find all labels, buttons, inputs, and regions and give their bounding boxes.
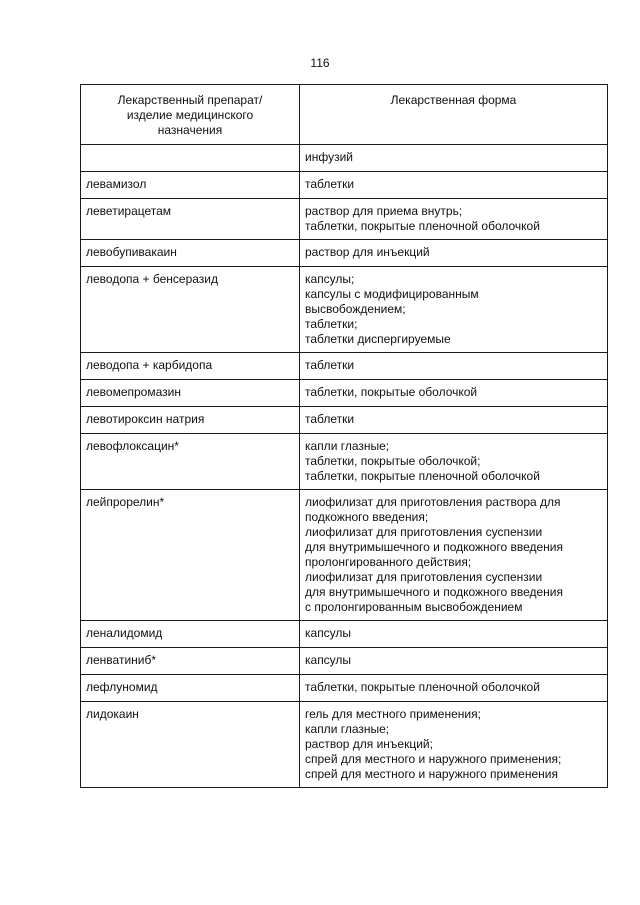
drug-name-cell: лефлуномид — [81, 675, 300, 702]
table-row — [81, 380, 608, 407]
dosage-form-cell: капли глазные; таблетки, покрытые оболочкой; таблетки, покрытые пленочной оболочкой — [300, 434, 608, 490]
drug-name-cell: левомепромазин — [81, 380, 300, 407]
drug-name-cell: лейпрорелин* — [81, 490, 300, 621]
table-row — [81, 702, 608, 788]
table-row — [81, 434, 608, 490]
drug-name-cell: левофлоксацин* — [81, 434, 300, 490]
table-row — [81, 172, 608, 199]
drug-name-cell — [81, 145, 300, 172]
dosage-form-cell: таблетки — [300, 407, 608, 434]
drug-name-cell: левобупивакаин — [81, 240, 300, 267]
dosage-form-cell: таблетки, покрытые оболочкой — [300, 380, 608, 407]
table-row — [81, 267, 608, 353]
table-row — [81, 353, 608, 380]
table-row — [81, 621, 608, 648]
drug-name-cell: леветирацетам — [81, 199, 300, 240]
page-number: 116 — [310, 56, 330, 70]
dosage-form-cell: капсулы; капсулы с модифицированным высвобождением; таблетки; таблетки диспергируемые — [300, 267, 608, 353]
dosage-form-cell: гель для местного применения; капли глазные; раствор для инъекций; спрей для местного и наружного применения; спрей для местного и наружного применения — [300, 702, 608, 788]
table-row — [81, 648, 608, 675]
drug-name-cell: леводопа + карбидопа — [81, 353, 300, 380]
dosage-form-cell: раствор для приема внутрь; таблетки, покрытые пленочной оболочкой — [300, 199, 608, 240]
table-row — [81, 675, 608, 702]
table-row — [81, 199, 608, 240]
dosage-form-cell: капсулы — [300, 648, 608, 675]
table-row — [81, 240, 608, 267]
dosage-form-cell: капсулы — [300, 621, 608, 648]
dosage-form-cell: таблетки, покрытые пленочной оболочкой — [300, 675, 608, 702]
dosage-form-cell: инфузий — [300, 145, 608, 172]
drug-name-cell: леналидомид — [81, 621, 300, 648]
table-row — [81, 407, 608, 434]
header-dosage-form: Лекарственная форма — [300, 85, 608, 145]
table-header-row — [81, 85, 608, 145]
dosage-form-cell: таблетки — [300, 353, 608, 380]
table-row — [81, 490, 608, 621]
dosage-form-cell: раствор для инъекций — [300, 240, 608, 267]
table-row — [81, 145, 608, 172]
drug-name-cell: левамизол — [81, 172, 300, 199]
drug-table — [80, 84, 608, 788]
drug-name-cell: левотироксин натрия — [81, 407, 300, 434]
drug-name-cell: лидокаин — [81, 702, 300, 788]
header-drug-name: Лекарственный препарат/ изделие медицинского назначения — [81, 85, 300, 145]
drug-name-cell: ленватиниб* — [81, 648, 300, 675]
dosage-form-cell: лиофилизат для приготовления раствора для подкожного введения; лиофилизат для приготовления суспензии для внутримышечного и подкожного введения пролонгированного действия; лиофилизат для приготовления суспензии для внутримышечного и подкожного введения с пролонгированным высвобождением — [300, 490, 608, 621]
drug-name-cell: леводопа + бенсеразид — [81, 267, 300, 353]
dosage-form-cell: таблетки — [300, 172, 608, 199]
